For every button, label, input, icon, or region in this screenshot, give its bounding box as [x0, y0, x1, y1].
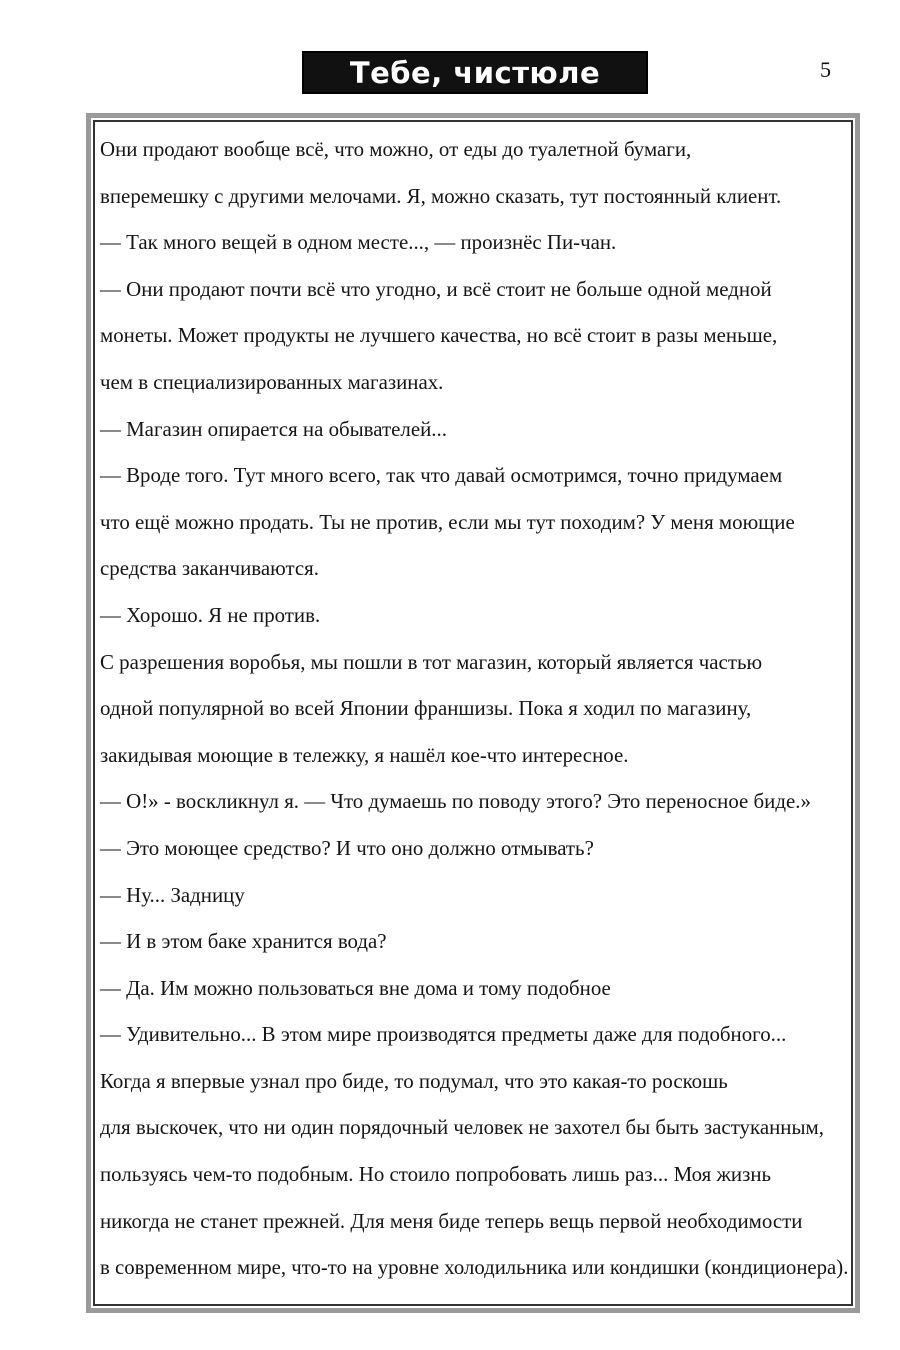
chapter-title-banner [302, 51, 648, 94]
text-line: — Да. Им можно пользоваться вне дома и тому подобное [100, 975, 611, 1000]
text-line: — Так много вещей в одном месте..., — произнёс Пи-чан. [100, 230, 617, 255]
text-line: средства заканчиваются. [100, 556, 319, 581]
text-line: для выскочек, что ни один порядочный человек не захотел бы быть застуканным, [100, 1115, 824, 1140]
text-line: в современном мире, что-то на уровне холодильника или кондишки (кондиционера). [100, 1255, 849, 1280]
page-number: 5 [820, 57, 831, 82]
text-line: — Удивительно... В этом мире производятся предметы даже для подобного... [100, 1022, 787, 1047]
text-line: монеты. Может продукты не лучшего качества, но всё стоит в разы меньше, [100, 323, 778, 348]
text-line: одной популярной во всей Японии франшизы. Пока я ходил по магазину, [100, 696, 752, 721]
text-line: что ещё можно продать. Ты не против, если мы тут походим? У меня моющие [100, 509, 795, 534]
chapter-title: Тебе, чистюле [349, 55, 601, 90]
text-line: — Вроде того. Тут много всего, так что давай осмотримся, точно придумаем [100, 463, 783, 488]
text-line: — О!» - воскликнул я. — Что думаешь по поводу этого? Это переносное биде.» [100, 789, 811, 814]
text-line: — Ну... Задницу [100, 882, 245, 907]
text-line: Когда я впервые узнал про биде, то подумал, что это какая-то роскошь [100, 1068, 728, 1093]
text-line: — И в этом баке хранится вода? [100, 929, 387, 954]
text-line: чем в специализированных магазинах. [100, 369, 444, 394]
text-line: — Они продают почти всё что угодно, и всё стоит не больше одной медной [100, 276, 772, 301]
text-line: никогда не станет прежней. Для меня биде теперь вещь первой необходимости [100, 1208, 803, 1233]
text-line: пользуясь чем-то подобным. Но стоило попробовать лишь раз... Моя жизнь [100, 1162, 772, 1187]
text-line: вперемешку с другими мелочами. Я, можно сказать, тут постоянный клиент. [100, 183, 782, 208]
text-line: закидывая моющие в тележку, я нашёл кое-что интересное. [100, 742, 629, 767]
text-line: — Магазин опирается на обывателей... [100, 416, 447, 441]
text-line: Они продают вообще всё, что можно, от еды до туалетной бумаги, [100, 137, 692, 161]
body-text [100, 126, 852, 1291]
text-line: — Это моющее средство? И что оно должно отмывать? [100, 835, 594, 860]
text-line: С разрешения воробья, мы пошли в тот магазин, который является частью [100, 649, 763, 674]
text-line: — Хорошо. Я не против. [100, 602, 321, 627]
